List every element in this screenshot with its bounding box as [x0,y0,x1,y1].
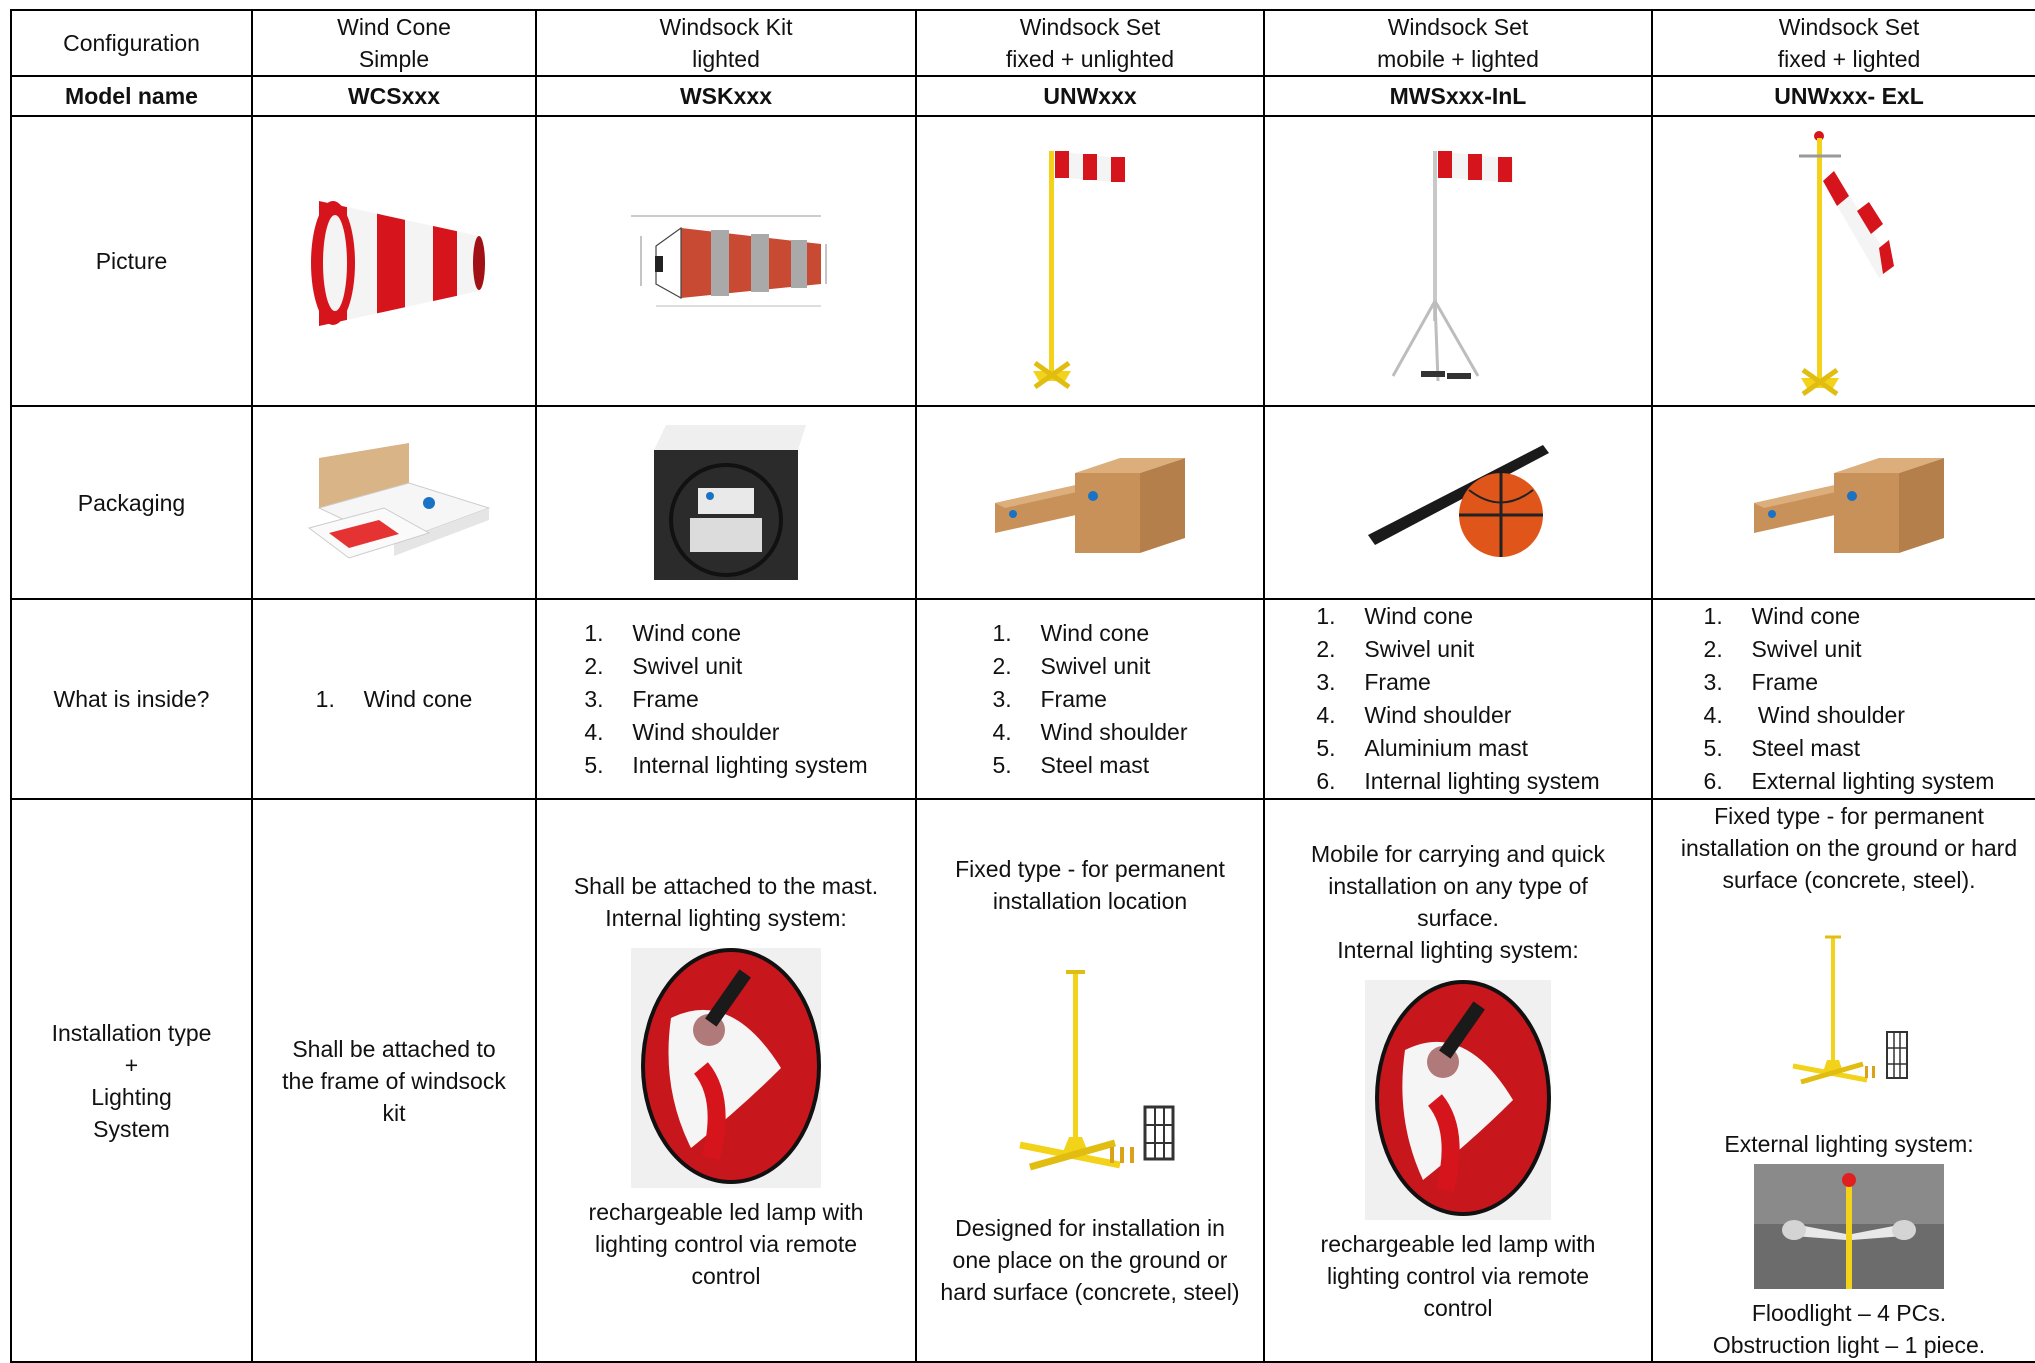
inside-row [11,599,2035,799]
windsock-on-mast-image [1025,131,1155,391]
wind-cone-picture [252,116,536,406]
open-box-image [289,438,499,568]
fixed-lighted-set-picture [1652,116,2035,406]
installation-cell: Shall be attached to the frame of windsock kit [252,799,536,1362]
config-cell: Windsock Kit lighted [536,10,916,76]
wind-cone-image [299,181,489,341]
installation-cell: Fixed type - for permanent installation location Designed for installation in one place on the ground or hard surface (concrete, steel) [916,799,1264,1362]
list-item: 4. Wind shoulder [992,718,1188,745]
list-item: 3. Frame [1703,669,1818,695]
internal-lamp-image [631,948,821,1188]
list-item: 3. Frame [1316,669,1431,695]
list-item: 2. Swivel unit [584,652,743,679]
model-name: MWSxxx-InL [1264,76,1652,116]
inside-list [992,617,1187,782]
list-item: 1. Wind cone [315,685,473,712]
list-item: 4. Wind shoulder [1316,702,1512,728]
technical-drawing-image [611,206,841,316]
kit-box-packaging [536,406,916,599]
configuration-label: Configuration [11,10,252,76]
floodlight-photo-image [1754,1164,1944,1289]
list-item: 6. Internal lighting system [1316,768,1600,794]
installation-cell: Shall be attached to the mast. Internal lighting system: rechargeable led lamp with lighting control via remote control [536,799,916,1362]
cardboard-boxes-packaging [916,406,1264,599]
config-cell: Windsock Set mobile + lighted [1264,10,1652,76]
mast-with-base-image [1779,932,1919,1092]
config-cell: Wind Cone Simple [252,10,536,76]
internal-lamp-image [1365,980,1551,1220]
comparison-table [10,9,2035,1363]
inside-list [584,617,867,782]
configuration-row [11,10,2035,76]
carry-bag-packaging [1264,406,1652,599]
mobile-lighted-set-picture [1264,116,1652,406]
cardboard-boxes-packaging [1652,406,2035,599]
packaging-label: Packaging [11,406,252,599]
installation-row [11,799,2035,1362]
fixed-unlighted-set-picture [916,116,1264,406]
pizza-box-packaging [252,406,536,599]
list-item: 1. Wind cone [1703,603,1861,629]
picture-label: Picture [11,116,252,406]
list-item: 5. Aluminium mast [1316,735,1528,761]
list-item: 5. Steel mast [992,751,1150,778]
list-item: 3. Frame [992,685,1107,712]
inside-list-cell [536,599,916,799]
list-item: 4. Wind shoulder [1703,702,1905,728]
config-cell: Windsock Set fixed + unlighted [916,10,1264,76]
inside-list [316,683,473,716]
inside-list [1704,600,1995,798]
installation-cell: Mobile for carrying and quick installation on any type of surface. Internal lighting system: rechargeable led lamp with lighting control via remote control [1264,799,1652,1362]
inside-list [1316,600,1599,798]
windsock-kit-drawing [536,116,916,406]
list-item: 1. Wind cone [992,619,1150,646]
model-name: UNWxxx [916,76,1264,116]
list-item: 2. Swivel unit [992,652,1151,679]
picture-row [11,116,2035,406]
packaging-row [11,406,2035,599]
list-item: 1. Wind cone [584,619,742,646]
installation-label: Installation type + Lighting System [11,799,252,1362]
model-name-label: Model name [11,76,252,116]
inside-list-cell [1264,599,1652,799]
model-name-row [11,76,2035,116]
inside-list-cell [252,599,536,799]
list-item: 4. Wind shoulder [584,718,780,745]
model-name: WSKxxx [536,76,916,116]
installation-cell: Fixed type - for permanent installation on the ground or hard surface (concrete, steel). External lighting system: Floodlight – 4 PCs. Obstruction light – 1 piece. [1652,799,2035,1362]
list-item: 2. Swivel unit [1316,636,1475,662]
inside-list-cell [1652,599,2035,799]
list-item: 5. Steel mast [1703,735,1861,761]
cardboard-boxes-image [1744,448,1954,558]
config-cell: Windsock Set fixed + lighted [1652,10,2035,76]
windsock-with-lights-image [1779,126,1919,396]
inside-label: What is inside? [11,599,252,799]
mast-with-base-image [990,967,1190,1182]
model-name: UNWxxx- ExL [1652,76,2035,116]
list-item: 5. Internal lighting system [584,751,868,778]
carry-bag-image [1353,435,1563,570]
inside-list-cell [916,599,1264,799]
foam-box-image [646,420,806,585]
model-name: WCSxxx [252,76,536,116]
list-item: 1. Wind cone [1316,603,1474,629]
list-item: 2. Swivel unit [1703,636,1862,662]
cardboard-boxes-image [985,448,1195,558]
windsock-on-tripod-image [1383,131,1533,391]
list-item: 6. External lighting system [1703,768,1995,794]
list-item: 3. Frame [584,685,699,712]
